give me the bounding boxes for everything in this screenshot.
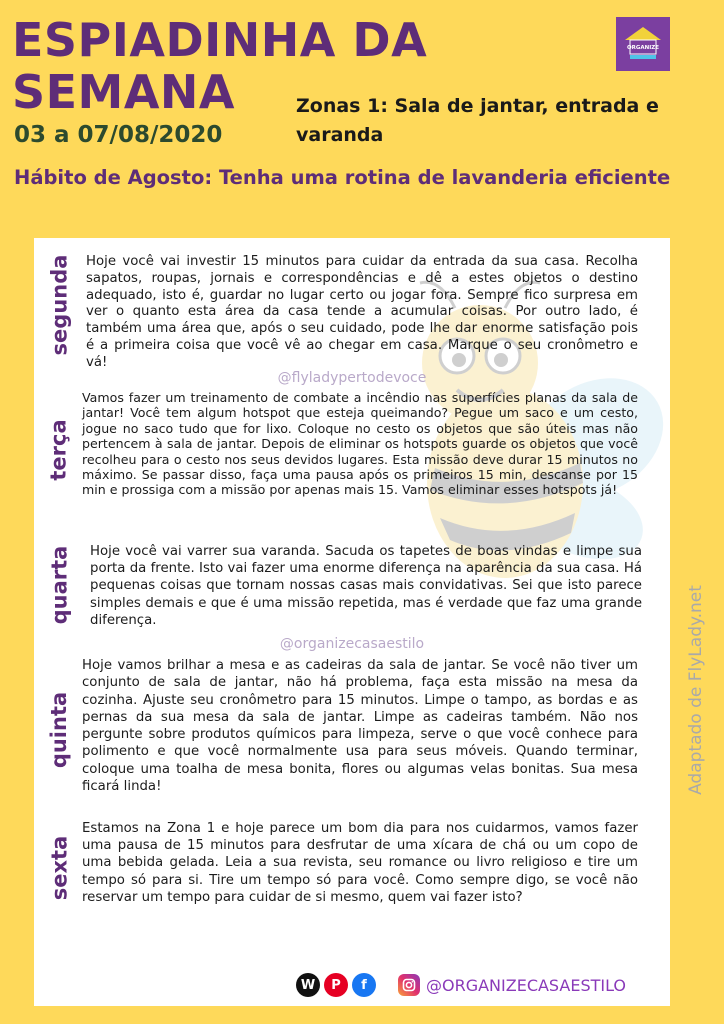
title-line-2: SEMANA — [12, 65, 236, 119]
day-label-sexta: sexta — [47, 835, 71, 901]
day-text-quarta: Hoje você vai varrer sua varanda. Sacuda os tapetes de boas vindas e limpe sua porta da frente. Isto vai fazer uma enorme diferença na aparência da sua casa. Há pequenas coisas que tornam nossas casas mais convidativas. Sei que isto parece simples demais e que é uma missão repetida, mas é verdade que faz uma grande diferença. — [90, 544, 642, 628]
habit-of-month: Hábito de Agosto: Tenha uma rotina de lavanderia eficiente — [14, 166, 671, 189]
side-credit: Adaptado de FlyLady.net — [686, 585, 706, 795]
flylady-handle: @flyladypertodevoce — [277, 370, 427, 386]
title-line-1: ESPIADINHA DA — [12, 13, 428, 67]
pinterest-icon[interactable]: P — [324, 973, 348, 997]
logo-label: ORGANIZE — [626, 45, 660, 51]
day-label-terca: terça — [47, 419, 72, 481]
facebook-icon[interactable]: f — [352, 973, 376, 997]
week-dates: 03 a 07/08/2020 — [14, 122, 223, 148]
instagram-handle[interactable]: @ORGANIZECASAESTILO — [426, 975, 627, 995]
instagram-icon[interactable] — [398, 974, 420, 996]
day-label-segunda: segunda — [47, 254, 72, 356]
social-footer — [296, 972, 626, 998]
day-label-quinta: quinta — [47, 691, 71, 769]
brand-logo[interactable] — [616, 17, 670, 71]
day-text-quinta: Hoje vamos brilhar a mesa e as cadeiras da sala de jantar. Se você não tiver um conjunto de sala de jantar, não há problema, faça esta missão na mesa da cozinha. Ajuste seu cronômetro para 15 minutos. Limpe o tampo, as bordas e as pernas da sua mesa da sala de jantar. Limpe as cadeiras também. Não nos pergunte sobre produtos químicos para limpeza, serve o que você conhece para polimento e que você normalmente usa para seus móveis. Quando terminar, coloque uma toalha de mesa bonita, flores ou algumas velas bonitas. Sua mesa ficará linda! — [82, 658, 638, 795]
house-logo-icon — [621, 22, 665, 66]
day-text-sexta: Estamos na Zona 1 e hoje parece um bom dia para nos cuidarmos, vamos fazer uma pausa de 15 minutos para desfrutar de uma xícara de chá ou um copo de uma bebida gelada. Leia a sua revista, seu romance ou livro religioso e tire um tempo só para si. Tire um tempo só para você. Como sempre digo, se você não reservar um tempo para cuidar de si mesmo, quem vai fazer isto? — [82, 821, 638, 905]
day-text-terca: Vamos fazer um treinamento de combate a incêndio nas superfícies planas da sala de jantar! Você tem algum hotspot que esteja queimando? Pegue um saco e um cesto, jogue no saco tudo que for lixo. Coloque no cesto os objetos que são úteis mas não pertencem à sala de jantar. Depois de eliminar os hotspots guarde os objetos que você recolheu para o cesto nos seus devidos lugares. Esta missão deve durar 15 minutos no máximo. Se passar disso, faça uma pausa após os primeiros 15 min, descanse por 15 min e prossiga com a missão por apenas mais 15. Vamos eliminar esses hotspots já! — [82, 390, 638, 498]
wordpress-icon[interactable]: W — [296, 973, 320, 997]
day-label-quarta: quarta — [47, 545, 72, 625]
organize-handle: @organizecasaestilo — [279, 636, 425, 652]
zone-subtitle: Zonas 1: Sala de jantar, entrada e varanda — [296, 95, 659, 146]
day-text-segunda: Hoje você vai investir 15 minutos para cuidar da entrada da sua casa. Recolha sapatos, roupas, jornais e correspondências e dê a estes objetos o destino adequado, isto é, guardar no lugar certo ou jogar fora. Sempre fico surpresa em ver o quanto esta área da casa tende a acumular coisas. Por outro lado, é também uma área que, após o seu cuidado, pode lhe dar enorme satisfação pois é a primeira coisa que você vê ao chegar em casa. Marque o seu cronômetro e vá! — [86, 254, 638, 370]
